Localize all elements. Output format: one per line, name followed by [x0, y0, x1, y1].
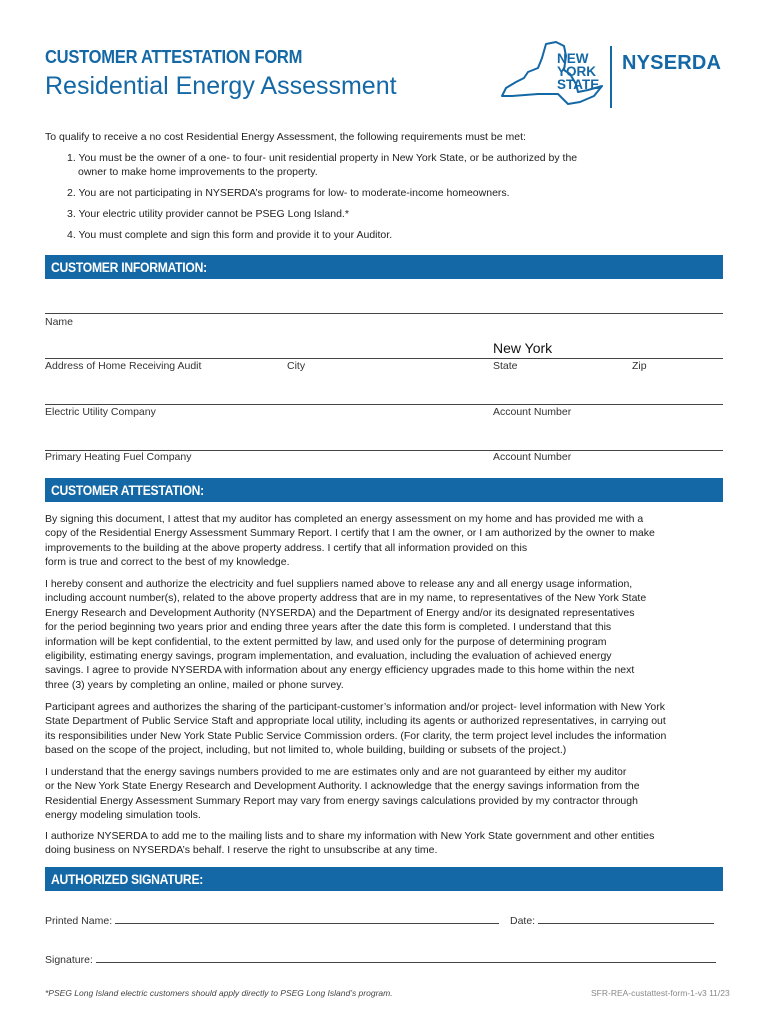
form-code: SFR-REA-custattest-form-1-v3 11/23 — [591, 988, 730, 998]
logo-divider — [610, 46, 612, 108]
attestation-p1-line: form is true and correct to the best of my knowledge. — [45, 556, 290, 569]
attestation-p4-line: Residential Energy Assessment Summary Report may vary from energy savings calculations provided by my contractor through — [45, 794, 638, 807]
form-title: CUSTOMER ATTESTATION FORM — [45, 47, 303, 67]
requirement-1-line-2: owner to make home improvements to the property. — [78, 166, 318, 179]
attestation-p4-line: I understand that the energy savings numbers provided to me are estimates only and are not guaranteed by either my auditor — [45, 766, 627, 778]
name-label: Name — [45, 316, 74, 328]
attestation-p3-line: Participant agrees and authorizes the sharing of the participant-customer’s information and/or project- level information with New York — [45, 701, 666, 713]
attestation-p2-line: information will be kept confidential, to the extent permitted by law, and used only for the purpose of determining program — [45, 635, 607, 648]
signature-row — [45, 951, 716, 966]
authorized-signature-header — [45, 867, 723, 891]
attestation-p3-line: based on the scope of the project, including, but not limited to, whole building, building or subsets of the project.) — [45, 744, 567, 757]
form-subtitle: Residential Energy Assessment — [45, 72, 397, 100]
name-field[interactable] — [45, 313, 723, 314]
attestation-p5-line: I authorize NYSERDA to add me to the mailing lists and to share my information with New York State government and other entities — [45, 830, 655, 842]
authorized-signature-heading: AUTHORIZED SIGNATURE: — [51, 872, 204, 887]
new-york-state-wordmark — [557, 52, 599, 91]
attestation-p3-line: State Department of Public Service Staft and appropriate local utility, including its agents or authorized representatives, in carrying out — [45, 715, 666, 728]
attestation-paragraph-1 — [45, 512, 725, 570]
heating-account-label: Account Number — [493, 451, 572, 463]
customer-information-heading: CUSTOMER INFORMATION: — [51, 260, 207, 275]
requirement-3: 3. Your electric utility provider cannot be PSEG Long Island.* — [67, 208, 349, 220]
attestation-p2-line: I hereby consent and authorize the electricity and fuel suppliers named above to release any and all energy usage information, — [45, 578, 633, 590]
address-label: Address of Home Receiving Audit — [45, 360, 202, 372]
electric-utility-field[interactable] — [45, 404, 723, 405]
signature-input[interactable] — [96, 951, 716, 963]
signature-label: Signature: — [45, 954, 93, 966]
customer-attestation-heading: CUSTOMER ATTESTATION: — [51, 483, 204, 498]
electric-account-label: Account Number — [493, 406, 572, 418]
footnote: *PSEG Long Island electric customers should apply directly to PSEG Long Island’s program. — [45, 988, 393, 998]
attestation-paragraph-2 — [45, 577, 725, 692]
attestation-p4-line: energy modeling simulation tools. — [45, 809, 201, 822]
wordmark-line-2: YORK — [557, 64, 597, 79]
customer-information-header — [45, 255, 723, 279]
city-label: City — [287, 360, 306, 372]
requirement-4: 4. You must complete and sign this form and provide it to your Auditor. — [67, 229, 393, 241]
attestation-p5-line: doing business on NYSERDA’s behalf. I reserve the right to unsubscribe at any time. — [45, 844, 438, 857]
attestation-p2-line: for the period beginning two years prior and ending three years after the date this form is completed. I understand that this — [45, 621, 612, 634]
nyserda-wordmark: NYSERDA — [622, 52, 722, 74]
printed-name-label: Printed Name: — [45, 915, 113, 927]
requirement-2: 2. You are not participating in NYSERDA’s programs for low- to moderate-income homeowners. — [67, 187, 510, 199]
wordmark-line-3: STATE — [557, 77, 600, 92]
attestation-p1-line: copy of the Residential Energy Assessment Summary Report. I certify that I am the owner, or I am authorized by the owner to make — [45, 527, 655, 540]
date-input[interactable] — [538, 912, 714, 924]
intro-text: To qualify to receive a no cost Residential Energy Assessment, the following requirements must be met: — [45, 131, 526, 143]
attestation-p1-line: By signing this document, I attest that my auditor has completed an energy assessment on my home and has provided me with a — [45, 513, 644, 525]
date-row — [510, 912, 714, 927]
attestation-paragraph-3 — [45, 700, 725, 758]
date-label: Date: — [510, 915, 536, 927]
attestation-p3-line: its responsibilities under New York State Public Service Commission orders. (For clarity, the term project level includes the information — [45, 729, 667, 742]
heating-fuel-label: Primary Heating Fuel Company — [45, 451, 192, 463]
electric-utility-label: Electric Utility Company — [45, 406, 156, 418]
attestation-p2-line: Energy Research and Development Authority (NYSERDA) and the Department of Energy and/or its designated representatives — [45, 606, 635, 619]
attestation-p2-line: including account number(s), related to the above property address that are in my name, to representatives of the New York State — [45, 592, 647, 605]
zip-label: Zip — [632, 360, 647, 372]
customer-attestation-header — [45, 478, 723, 502]
attestation-p2-line: eligibility, estimating energy savings, program implementation, and evaluation, including the evaluation of achieved energy — [45, 650, 612, 663]
printed-name-input[interactable] — [115, 912, 499, 924]
wordmark-line-1: NEW — [557, 51, 589, 66]
attestation-p2-line: savings. I agree to provide NYSERDA with information about any energy efficiency upgrades made to this home within the next — [45, 664, 635, 677]
printed-name-row — [45, 912, 499, 927]
address-field[interactable] — [45, 358, 723, 359]
attestation-paragraph-5 — [45, 829, 725, 858]
attestation-p1-line: improvements to the building at the above property address. I certify that all information provided on this — [45, 541, 528, 554]
attestation-p2-line: three (3) years by completing an online, mailed or phone survey. — [45, 678, 344, 691]
requirement-1 — [67, 151, 667, 180]
attestation-paragraph-4 — [45, 765, 725, 823]
state-label: State — [493, 360, 518, 372]
requirement-1-line-1: 1. You must be the owner of a one- to four- unit residential property in New York State, or be authorized by the — [67, 152, 578, 164]
nyserda-logo — [498, 40, 728, 114]
attestation-p4-line: or the New York State Energy Research and Development Authority. I acknowledge that the energy savings information from the — [45, 780, 640, 793]
state-value[interactable]: New York — [493, 340, 553, 356]
